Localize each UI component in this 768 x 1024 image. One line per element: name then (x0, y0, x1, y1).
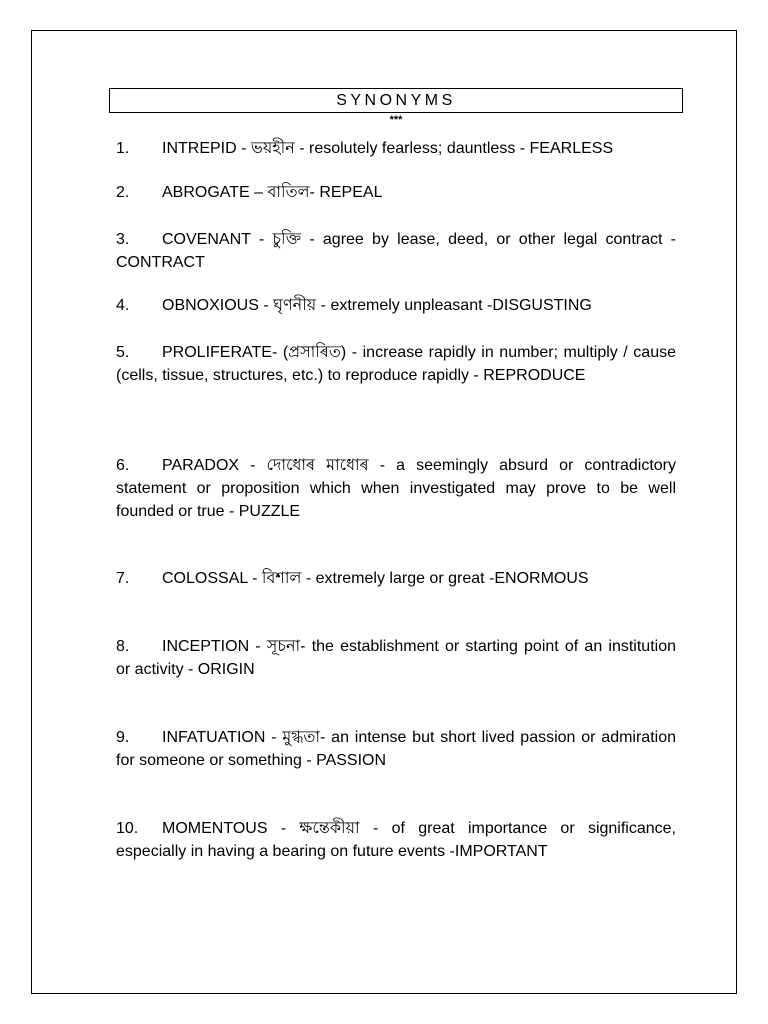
entry-number: 6. (116, 457, 130, 474)
synonym-entry-5 (116, 341, 676, 387)
synonym-entry-2 (116, 181, 676, 204)
synonym-entry-8 (116, 635, 676, 681)
entry-text: PROLIFERATE- (প্রসাৰিত) - increase rapidly in number; multiply / cause (cells, tissue, structures, etc.) to reproduce rapidly - REPRODUCE (116, 344, 676, 384)
entry-text: OBNOXIOUS - ঘৃণনীয় - extremely unpleasant -DISGUSTING (162, 297, 592, 314)
entry-text: COLOSSAL - বিশাল - extremely large or great -ENORMOUS (162, 570, 589, 587)
synonym-entry-1 (116, 137, 676, 160)
entry-text: COVENANT - চুক্তি - agree by lease, deed, or other legal contract - CONTRACT (116, 231, 676, 271)
synonym-entry-7 (116, 567, 676, 590)
synonym-entry-9 (116, 726, 676, 772)
entry-number: 3. (116, 231, 130, 248)
document-title: SYNONYMS (109, 88, 683, 113)
entry-number: 7. (116, 570, 130, 587)
entry-number: 8. (116, 638, 130, 655)
synonym-entry-4 (116, 294, 676, 317)
synonym-entry-6 (116, 454, 676, 523)
title-separator: *** (389, 114, 403, 126)
entry-text: MOMENTOUS - ক্ষন্তেকীয়া - of great importance or significance, especially in having a bearing on future events -IMPORTANT (116, 820, 676, 860)
entry-text: INFATUATION - মুগ্ধতা- an intense but short lived passion or admiration for someone or something - PASSION (116, 729, 676, 769)
entry-text: ABROGATE – বাতিল- REPEAL (162, 184, 383, 201)
entry-text: INTREPID - ভয়হীন - resolutely fearless; dauntless - FEARLESS (162, 140, 614, 157)
entry-text: INCEPTION - সূচনা- the establishment or starting point of an institution or activity - ORIGIN (116, 638, 676, 678)
synonym-entry-10 (116, 817, 676, 863)
entry-number: 10. (116, 820, 139, 837)
entry-number: 9. (116, 729, 130, 746)
entry-number: 1. (116, 140, 130, 157)
entry-number: 4. (116, 297, 130, 314)
entry-text: PARADOX - দোধোৰ মাধোৰ - a seemingly absurd or contradictory statement or proposition which when investigated may prove to be well founded or true - PUZZLE (116, 457, 676, 520)
entry-number: 5. (116, 344, 130, 361)
entry-number: 2. (116, 184, 130, 201)
synonym-entry-3 (116, 228, 676, 274)
